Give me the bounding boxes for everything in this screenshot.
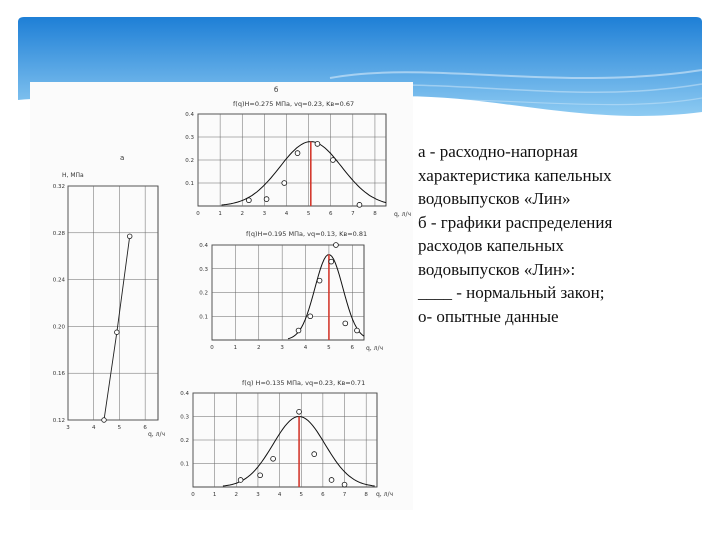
distribution-2-x-tick: 0 xyxy=(210,345,214,351)
distribution-1-y-tick: 0.2 xyxy=(185,158,194,164)
figure-caption xyxy=(418,140,718,328)
distribution-3-observed-point xyxy=(297,409,302,414)
panel-a-x-tick: 6 xyxy=(143,425,147,431)
distribution-3-xlabel: q, л/ч xyxy=(376,491,394,498)
distribution-3-x-tick: 1 xyxy=(212,492,217,498)
caption-line: о- опытные данные xyxy=(418,306,559,326)
panel-a-ylabel: H, MПа xyxy=(62,172,84,179)
panel-a-data-point xyxy=(127,234,132,239)
distribution-1-x-tick: 2 xyxy=(240,211,244,217)
panel-a-y-tick: 0.24 xyxy=(52,277,65,284)
distribution-1-y-tick: 0.1 xyxy=(185,181,194,187)
distribution-chart-2 xyxy=(199,230,383,352)
distribution-1-x-tick: 0 xyxy=(196,211,200,217)
distribution-2-x-tick: 4 xyxy=(303,345,308,351)
panel-a-xlabel: q, л/ч xyxy=(148,431,166,438)
distribution-chart-3 xyxy=(180,379,393,498)
caption-line: водовыпусков «Лин»: xyxy=(418,259,576,279)
panel-a-data-point xyxy=(102,418,107,423)
distribution-1-x-tick: 5 xyxy=(306,211,311,217)
caption-line: характеристика капельных xyxy=(418,165,612,185)
distribution-1-observed-point xyxy=(331,158,336,163)
distribution-2-x-tick: 6 xyxy=(350,345,355,351)
distribution-2-observed-point xyxy=(308,314,313,319)
distribution-3-y-tick: 0.4 xyxy=(180,391,189,397)
distribution-3-observed-point xyxy=(238,478,243,483)
distribution-1-x-tick: 7 xyxy=(351,211,355,217)
distribution-2-x-tick: 1 xyxy=(233,345,238,351)
caption-line: ____ - нормальный закон; xyxy=(418,283,605,302)
distribution-1-normal-curve xyxy=(222,142,387,205)
distribution-3-x-tick: 0 xyxy=(191,492,195,498)
distribution-2-normal-curve xyxy=(288,255,364,339)
distribution-1-x-tick: 4 xyxy=(284,211,289,217)
panel-a-series-line xyxy=(104,236,130,420)
distribution-3-observed-point xyxy=(258,473,263,478)
caption-line: расходов капельных xyxy=(418,236,564,255)
panel-a-data-point xyxy=(115,330,120,335)
distribution-2-y-tick: 0.3 xyxy=(199,266,208,273)
distribution-1-observed-point xyxy=(295,151,300,156)
distribution-1-x-tick: 8 xyxy=(373,211,377,217)
distribution-3-title: f(q) H=0.135 MПа, vq=0.23, Kв=0.71 xyxy=(242,379,366,387)
distribution-3-observed-point xyxy=(329,478,334,483)
panel-b-letter: б xyxy=(274,86,279,94)
distribution-3-y-tick: 0.2 xyxy=(180,438,189,444)
distribution-2-y-tick: 0.1 xyxy=(199,314,208,321)
distribution-2-observed-point xyxy=(334,243,339,248)
distribution-chart-1 xyxy=(185,100,411,218)
distribution-1-x-tick: 1 xyxy=(218,211,222,217)
distribution-1-title: f(q)H=0.275 MПа, vq=0.23, Kв=0.67 xyxy=(233,100,355,108)
panel-a-y-tick: 0.32 xyxy=(52,184,65,190)
distribution-3-y-tick: 0.1 xyxy=(180,461,189,468)
distribution-3-y-tick: 0.3 xyxy=(180,414,189,421)
panel-a-y-tick: 0.16 xyxy=(52,371,65,378)
distribution-2-x-tick: 2 xyxy=(257,345,261,351)
distribution-3-x-tick: 4 xyxy=(277,492,282,498)
distribution-1-xlabel: q, л/ч xyxy=(394,211,412,218)
distribution-2-observed-point xyxy=(329,259,334,264)
distribution-1-observed-point xyxy=(282,181,287,186)
panel-a-x-tick: 5 xyxy=(117,425,122,431)
distribution-3-x-tick: 6 xyxy=(321,492,325,498)
distribution-2-x-tick: 5 xyxy=(327,345,331,351)
distribution-3-observed-point xyxy=(342,482,347,487)
distribution-2-xlabel: q, л/ч xyxy=(366,345,384,352)
distribution-2-observed-point xyxy=(343,321,348,326)
panel-a-y-tick: 0.20 xyxy=(52,324,65,331)
distribution-1-observed-point xyxy=(357,202,362,207)
distribution-1-y-tick: 0.4 xyxy=(185,112,194,118)
distribution-1-y-tick: 0.3 xyxy=(185,135,194,141)
panel-a-chart xyxy=(53,172,165,438)
distribution-3-x-tick: 7 xyxy=(342,492,347,498)
distribution-3-x-tick: 2 xyxy=(234,492,239,498)
panel-a-y-tick: 0.12 xyxy=(52,418,65,424)
distribution-1-observed-point xyxy=(315,142,320,147)
scanned-figure xyxy=(30,82,413,510)
caption-line: б - графики распределения xyxy=(418,212,613,232)
panel-a-letter: а xyxy=(120,154,125,162)
distribution-3-x-tick: 5 xyxy=(299,492,303,498)
panel-a-y-tick: 0.28 xyxy=(52,230,65,237)
distribution-2-x-tick: 3 xyxy=(280,345,284,351)
distribution-2-observed-point xyxy=(317,278,322,283)
panel-a-x-tick: 4 xyxy=(91,425,96,431)
distribution-2-observed-point xyxy=(296,328,301,333)
distribution-1-x-tick: 3 xyxy=(262,211,267,217)
distribution-2-y-tick: 0.2 xyxy=(199,290,208,297)
distribution-1-x-tick: 6 xyxy=(328,211,333,217)
caption-line: водовыпусков «Лин» xyxy=(418,189,571,208)
distribution-3-x-tick: 8 xyxy=(364,492,368,498)
distribution-2-title: f(q)H=0.195 MПа, vq=0.13, Kв=0.81 xyxy=(246,230,368,238)
distribution-2-y-tick: 0.4 xyxy=(199,243,208,249)
distribution-1-observed-point xyxy=(246,198,251,203)
distribution-3-observed-point xyxy=(271,456,276,461)
panel-a-x-tick: 3 xyxy=(66,425,70,431)
distribution-1-observed-point xyxy=(264,197,269,202)
distribution-2-observed-point xyxy=(355,328,360,333)
distribution-3-observed-point xyxy=(312,452,317,457)
distribution-3-x-tick: 3 xyxy=(256,492,260,498)
caption-line: а - расходно-напорная xyxy=(418,142,578,161)
panel-a-frame xyxy=(68,186,158,420)
